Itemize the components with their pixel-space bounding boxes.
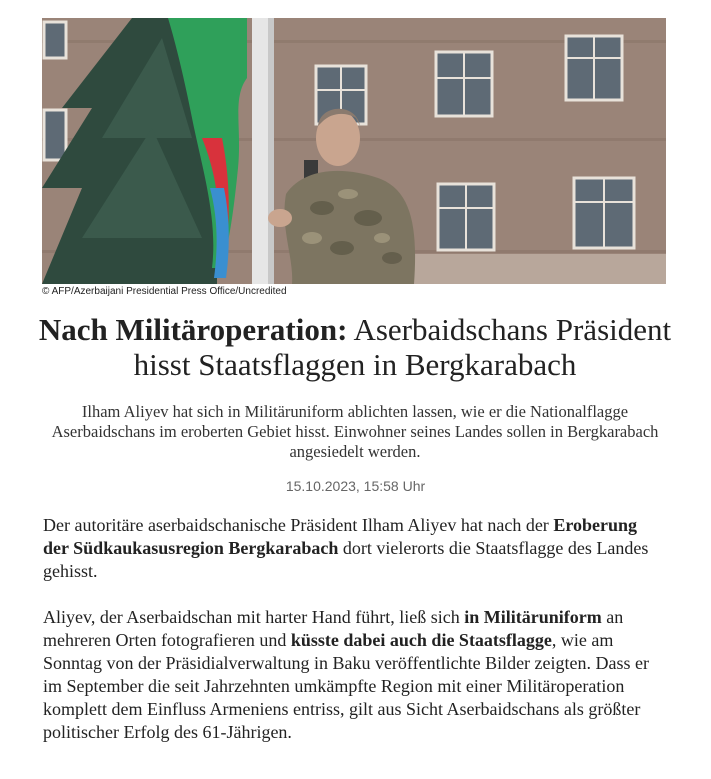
body-paragraph-1: [43, 514, 663, 583]
p2-text-a: Aliyev, der Aserbaidschan mit harter Hand führt, ließ sich: [43, 607, 465, 627]
p1-bold-link[interactable]: Eroberung der Südkaukasusregion Bergkarabach: [43, 515, 637, 558]
photo-illustration: [42, 18, 666, 284]
article-body: [43, 514, 663, 744]
article-headline: [30, 312, 680, 382]
headline-kicker: Nach Militäroperation:: [38, 312, 348, 347]
p2-bold-2: küsste dabei auch die Staatsflagge: [290, 630, 552, 650]
p1-text-c: dort vielerorts die Staatsflagge des Landes gehisst.: [43, 538, 649, 581]
headline-title: Aserbaidschans Präsident hisst Staatsflaggen in Bergkarabach: [133, 312, 672, 382]
publish-date: 15.10.2023, 15:58 Uhr: [285, 478, 426, 494]
p1-text-a: Der autoritäre aserbaidschanische Präsident Ilham Aliyev hat nach der: [43, 515, 554, 535]
p2-bold-1: in Militäruniform: [464, 607, 602, 627]
article-teaser: Ilham Aliyev hat sich in Militäruniform ablichten lassen, wie er die Nationalflagge Aserbaidschans im eroberten Gebiet hisst. Einwohner seines Landes sollen in Bergkarabach angesiedelt werden.: [51, 402, 659, 461]
p2-text-e: , wie am Sonntag von der Präsidialverwaltung in Baku veröffentlichte Bilder zeigten. Dass er im September die seit Jahrzehnten umkämpfte Region mit einer Militäroperation komplett dem Einfluss Armeniens entriss, gilt aus Sicht Aserbaidschans als größter politischer Erfolg des 61-Jährigen.: [43, 630, 650, 742]
article-photo: [42, 18, 666, 284]
p2-text-c: an mehreren Orten fotografieren und: [43, 607, 624, 650]
photo-credit: © AFP/Azerbaijani Presidential Press Office/Uncredited: [42, 286, 287, 297]
body-paragraph-2: [43, 606, 663, 744]
